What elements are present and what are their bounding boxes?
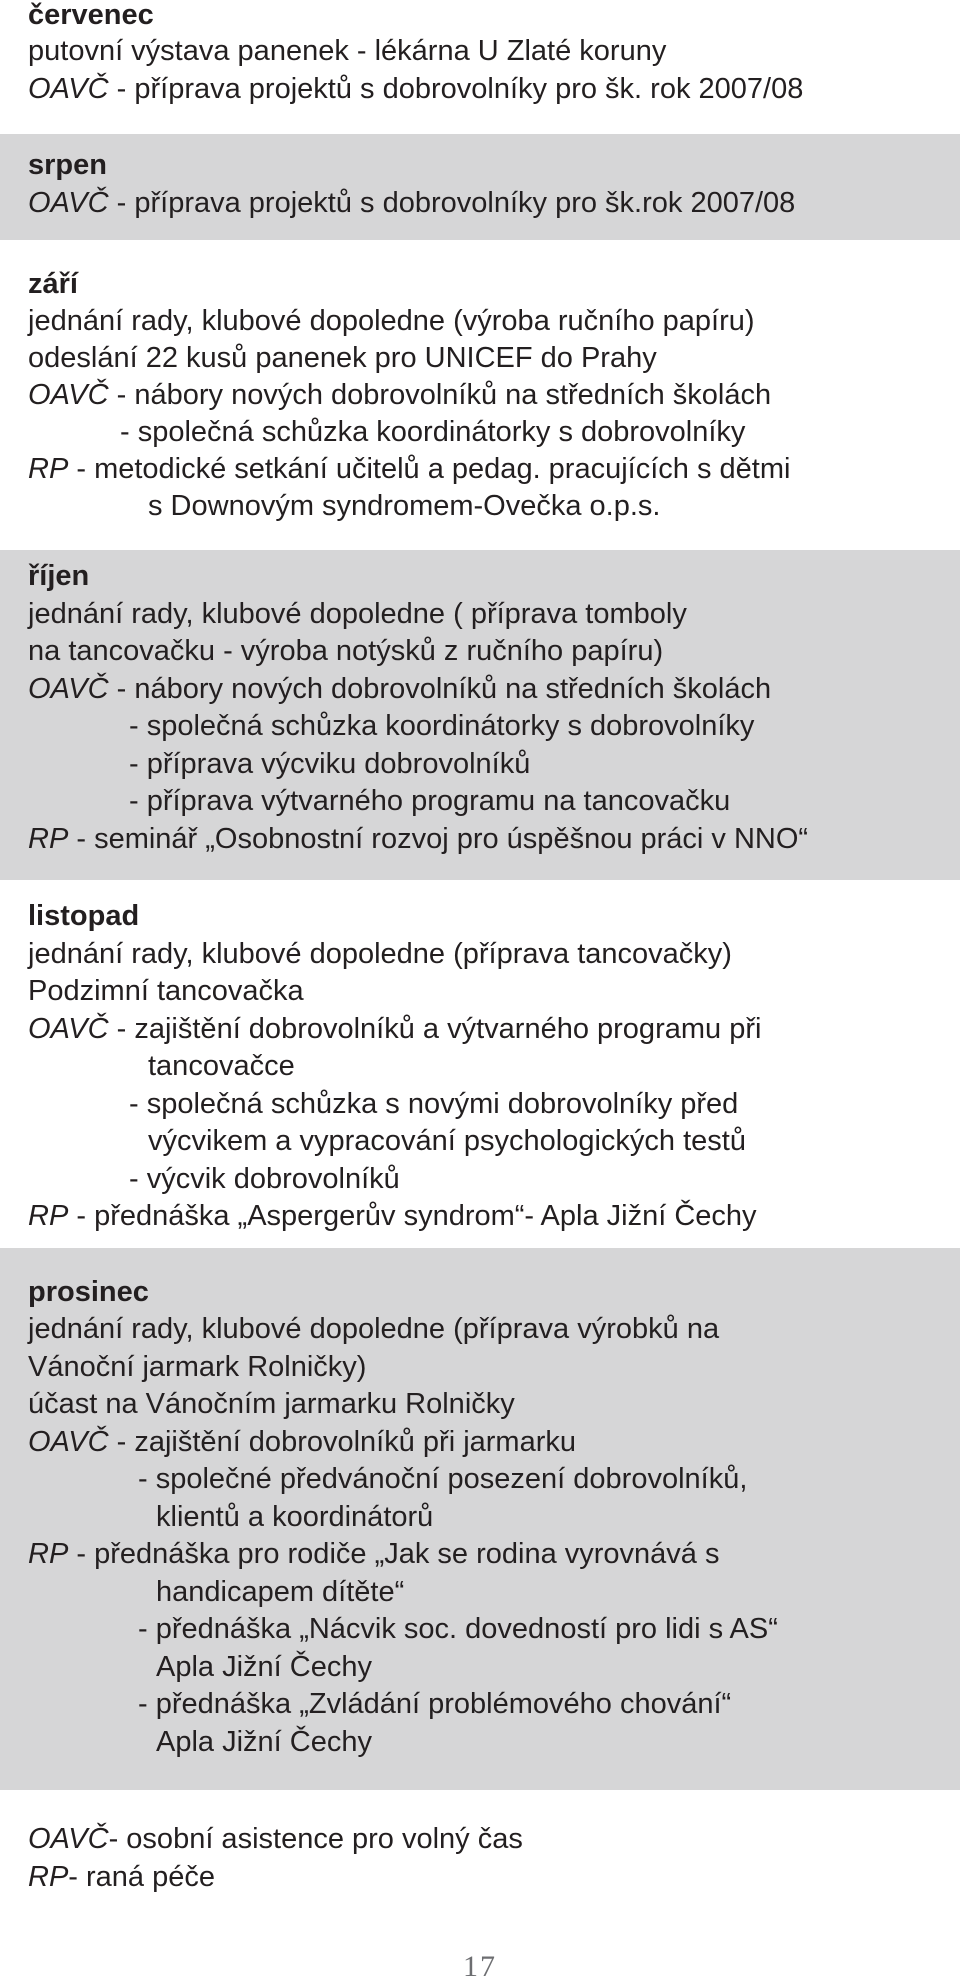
activity-line: výcvikem a vypracování psychologických testů: [148, 1125, 746, 1157]
activity-line: účast na Vánočním jarmarku Rolničky: [28, 1388, 515, 1420]
activity-line: putovní výstava panenek - lékárna U Zlaté koruny: [28, 35, 667, 67]
activity-line: Apla Jižní Čechy: [156, 1651, 372, 1683]
abbr-oavc: OAVČ: [28, 379, 109, 411]
activity-line: OAVČ - nábory nových dobrovolníků na středních školách: [28, 379, 772, 411]
section-rijen: [0, 550, 960, 880]
abbr-oavc: OAVČ: [28, 673, 109, 705]
abbr-rp: RP: [28, 1200, 69, 1232]
activity-line: odeslání 22 kusů panenek pro UNICEF do Prahy: [28, 342, 657, 374]
activity-line: - společná schůzka koordinátorky s dobrovolníky: [120, 416, 746, 448]
abbr-rp: RP: [28, 823, 69, 855]
activity-line: jednání rady, klubové dopoledne (výroba ručního papíru): [28, 305, 755, 337]
activity-line: tancovačce: [148, 1050, 295, 1082]
section-listopad: [0, 880, 960, 1248]
activity-line: RP - metodické setkání učitelů a pedag. pracujících s dětmi: [28, 453, 791, 485]
abbreviation-legend: [0, 1820, 960, 1910]
activity-line: Apla Jižní Čechy: [156, 1726, 372, 1758]
activity-line: - výcvik dobrovolníků: [129, 1163, 400, 1195]
activity-line: RP - seminář „Osobnostní rozvoj pro úspěšnou práci v NNO“: [28, 823, 809, 855]
month-heading: srpen: [28, 149, 107, 181]
activity-line: RP - přednáška pro rodiče „Jak se rodina vyrovnává s: [28, 1538, 720, 1570]
activity-line: RP - přednáška „Aspergerův syndrom“- Apla Jižní Čechy: [28, 1200, 757, 1232]
activity-line: s Downovým syndromem-Ovečka o.p.s.: [148, 490, 661, 522]
activity-line: Podzimní tancovačka: [28, 975, 304, 1007]
abbr-rp: RP: [28, 1538, 69, 1570]
activity-line: jednání rady, klubové dopoledne (příprava výrobků na: [28, 1313, 720, 1345]
activity-line: Vánoční jarmark Rolničky): [28, 1351, 367, 1383]
activity-line: OAVČ - zajištění dobrovolníků při jarmarku: [28, 1426, 577, 1458]
legend-line: RP- raná péče: [28, 1861, 215, 1893]
activity-line: - příprava výtvarného programu na tancovačku: [129, 785, 731, 817]
abbr-oavc: OAVČ: [28, 1823, 109, 1855]
abbr-oavc: OAVČ: [28, 1013, 109, 1045]
activity-line: - přednáška „Zvládání problémového chování“: [138, 1688, 732, 1720]
abbr-oavc: OAVČ: [28, 73, 109, 105]
legend-line: OAVČ- osobní asistence pro volný čas: [28, 1823, 523, 1855]
activity-line: - společné předvánoční posezení dobrovolníků,: [138, 1463, 748, 1495]
abbr-oavc: OAVČ: [28, 187, 109, 219]
month-heading: září: [28, 268, 78, 300]
section-srpen: [0, 134, 960, 240]
activity-line: OAVČ - příprava projektů s dobrovolníky pro šk.rok 2007/08: [28, 187, 796, 219]
page-number: 17: [463, 1950, 497, 1983]
activity-line: - společná schůzka s novými dobrovolníky před: [129, 1088, 739, 1120]
activity-line: - příprava výcviku dobrovolníků: [129, 748, 531, 780]
abbr-rp: RP: [28, 453, 69, 485]
month-heading: listopad: [28, 900, 140, 932]
activity-line: klientů a koordinátorů: [156, 1501, 434, 1533]
section-zari: [0, 240, 960, 550]
activity-line: handicapem dítěte“: [156, 1576, 405, 1608]
activity-line: - společná schůzka koordinátorky s dobrovolníky: [129, 710, 755, 742]
section-prosinec: [0, 1248, 960, 1790]
activity-line: OAVČ - příprava projektů s dobrovolníky pro šk. rok 2007/08: [28, 73, 804, 105]
month-heading: červenec: [28, 0, 154, 31]
month-heading: říjen: [28, 560, 90, 592]
activity-line: jednání rady, klubové dopoledne ( příprava tomboly: [28, 598, 687, 630]
section-cervenec: [0, 0, 960, 110]
month-heading: prosinec: [28, 1276, 149, 1308]
activity-line: na tancovačku - výroba notýsků z ručního papíru): [28, 635, 664, 667]
activity-line: OAVČ - nábory nových dobrovolníků na středních školách: [28, 673, 772, 705]
abbr-rp: RP: [28, 1861, 69, 1893]
abbr-oavc: OAVČ: [28, 1426, 109, 1458]
activity-line: OAVČ - zajištění dobrovolníků a výtvarného programu při: [28, 1013, 762, 1045]
activity-line: jednání rady, klubové dopoledne (příprava tancovačky): [28, 938, 732, 970]
activity-line: - přednáška „Nácvik soc. dovedností pro lidi s AS“: [138, 1613, 778, 1645]
